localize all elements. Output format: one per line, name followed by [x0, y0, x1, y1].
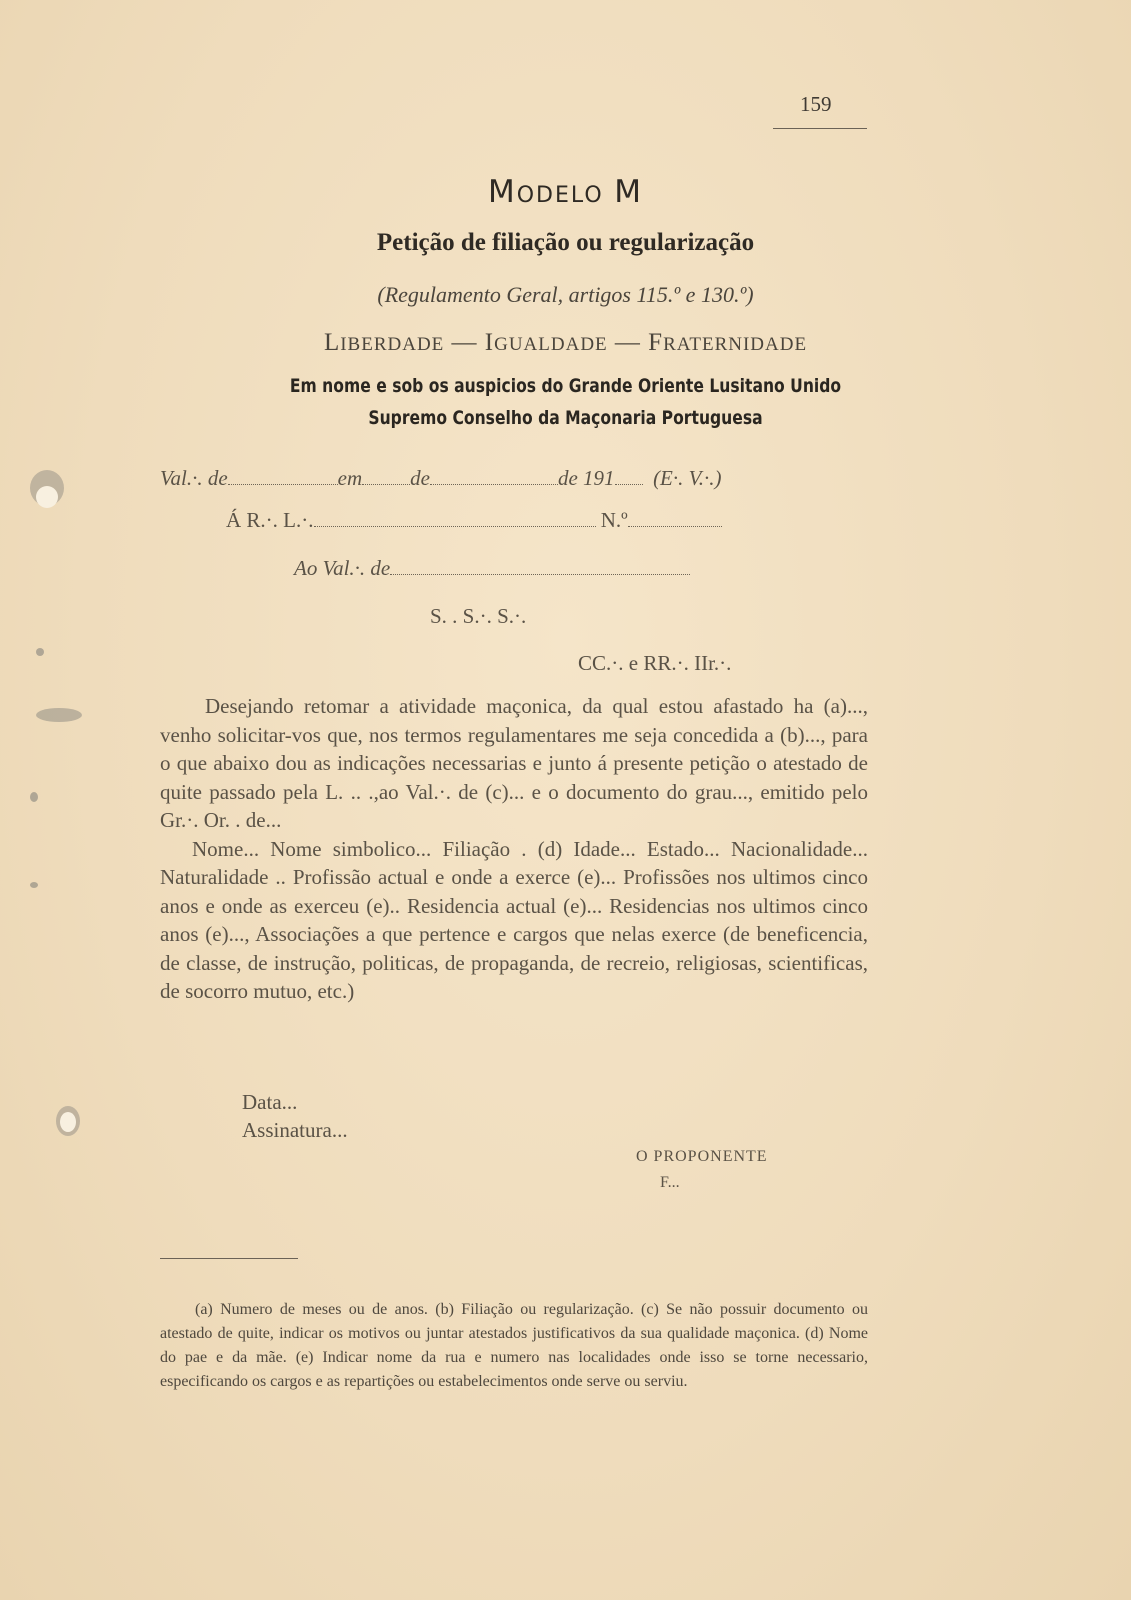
blank-year: [615, 483, 643, 485]
label-ev: (E·. V.·.): [653, 466, 722, 490]
blank-lodge: [314, 525, 596, 527]
field-data: Data...: [242, 1090, 298, 1114]
footnotes-text: (a) Numero de meses ou de anos. (b) Filiação ou regularização. (c) Se não possuir documento ou atestado de quite, indicar os motivos ou juntar atestados justificativos da sua qualidade maçonica. (d) Nome do pae e da mãe. (e) Indicar nome da rua e numero nas localidades onde isso se torne necessario, especificando os cargos e as repartições ou estabelecimentos onde serve ou serviu.: [160, 1301, 868, 1390]
field-assinatura: Assinatura...: [242, 1118, 348, 1142]
proponente-signature: F...: [660, 1174, 680, 1191]
blank-number: [628, 525, 722, 527]
motto-sep-1: —: [444, 329, 485, 356]
footnote-rule: [160, 1258, 298, 1259]
motto-w3-rest: RATERNIDADE: [663, 334, 808, 355]
motto: [0, 329, 1131, 357]
label-de-191: de 191: [557, 466, 615, 490]
label-de-2: de: [410, 466, 430, 490]
field-lodge: [226, 508, 722, 533]
label-em: em: [337, 466, 363, 490]
blank-val: [228, 483, 338, 485]
blank-de: [430, 483, 558, 485]
motto-w2-cap: I: [484, 329, 495, 356]
motto-w1-cap: L: [323, 329, 341, 356]
field-val-de: [160, 466, 722, 491]
model-heading-small: ODELO: [516, 183, 604, 208]
blank-em: [362, 483, 410, 485]
motto-w2-rest: GUALDADE: [494, 334, 608, 355]
binding-hole: [36, 486, 58, 508]
model-heading: [0, 174, 1131, 210]
model-heading-cap-2: M: [614, 174, 644, 210]
label-no: N.º: [600, 508, 628, 532]
document-subtitle: (Regulamento Geral, artigos 115.º e 130.º): [377, 282, 754, 307]
banner-line-1: Em nome e sob os auspicios do Grande Oriente Lusitano Unido: [289, 375, 842, 397]
label-val-de: Val.·. de: [160, 466, 228, 490]
motto-w1-rest: IBERDADE: [340, 334, 445, 355]
motto-sep-2: —: [607, 329, 649, 356]
paragraph-1: Desejando retomar a atividade maçonica, da qual estou afastado ha (a)..., venho solicitar-vos que, nos termos regulamentares me seja concedida a (b)..., para o que abaixo dou as indicações necessarias e junto á presente petição o atestado de quite passado pela L. .. .,ao Val.·. de (c)... e o documento do grau..., emitido pelo Gr.·. Or. . de...: [160, 694, 868, 832]
banner-line-2: Supremo Conselho da Maçonaria Portuguesa: [368, 407, 763, 429]
margin-mark: [30, 882, 38, 888]
paragraph-2: Nome... Nome simbolico... Filiação . (d) Idade... Estado... Nacionalidade... Naturalidade .. Profissão actual e onde a exerce (e)... Profissões nos ultimos cinco anos e onde as exerceu (e).. Residencia actual (e)... Residencias nos ultimos cinco anos (e)..., Associações a que pertence e cargos que nelas exerce (de beneficencia, de classe, de instrução, politicas, de propaganda, de recreio, religiosas, scientificas, de socorro mutuo, etc.): [160, 836, 868, 1003]
margin-mark: [36, 708, 82, 722]
page-number-rule: [773, 128, 867, 129]
blank-ao-val: [390, 573, 690, 575]
proponente-label: O PROPONENTE: [636, 1148, 768, 1165]
margin-mark: [30, 792, 38, 802]
petition-body: [160, 692, 868, 1006]
page-number: 159: [800, 92, 832, 116]
footnotes: [160, 1298, 868, 1394]
field-ao-val: [294, 556, 690, 581]
binding-hole: [60, 1112, 76, 1132]
document-title: Petição de filiação ou regularização: [376, 229, 755, 256]
margin-mark: [36, 648, 44, 656]
label-ao-val: Ao Val.·. de: [294, 556, 391, 580]
model-heading-cap-1: M: [487, 174, 517, 210]
salutation-cc: CC.·. e RR.·. IIr.·.: [578, 651, 732, 675]
salutation-sss: S. . S.·. S.·.: [430, 604, 527, 628]
motto-w3-cap: F: [648, 329, 664, 356]
label-arl: Á R.·. L.·.: [226, 508, 314, 532]
